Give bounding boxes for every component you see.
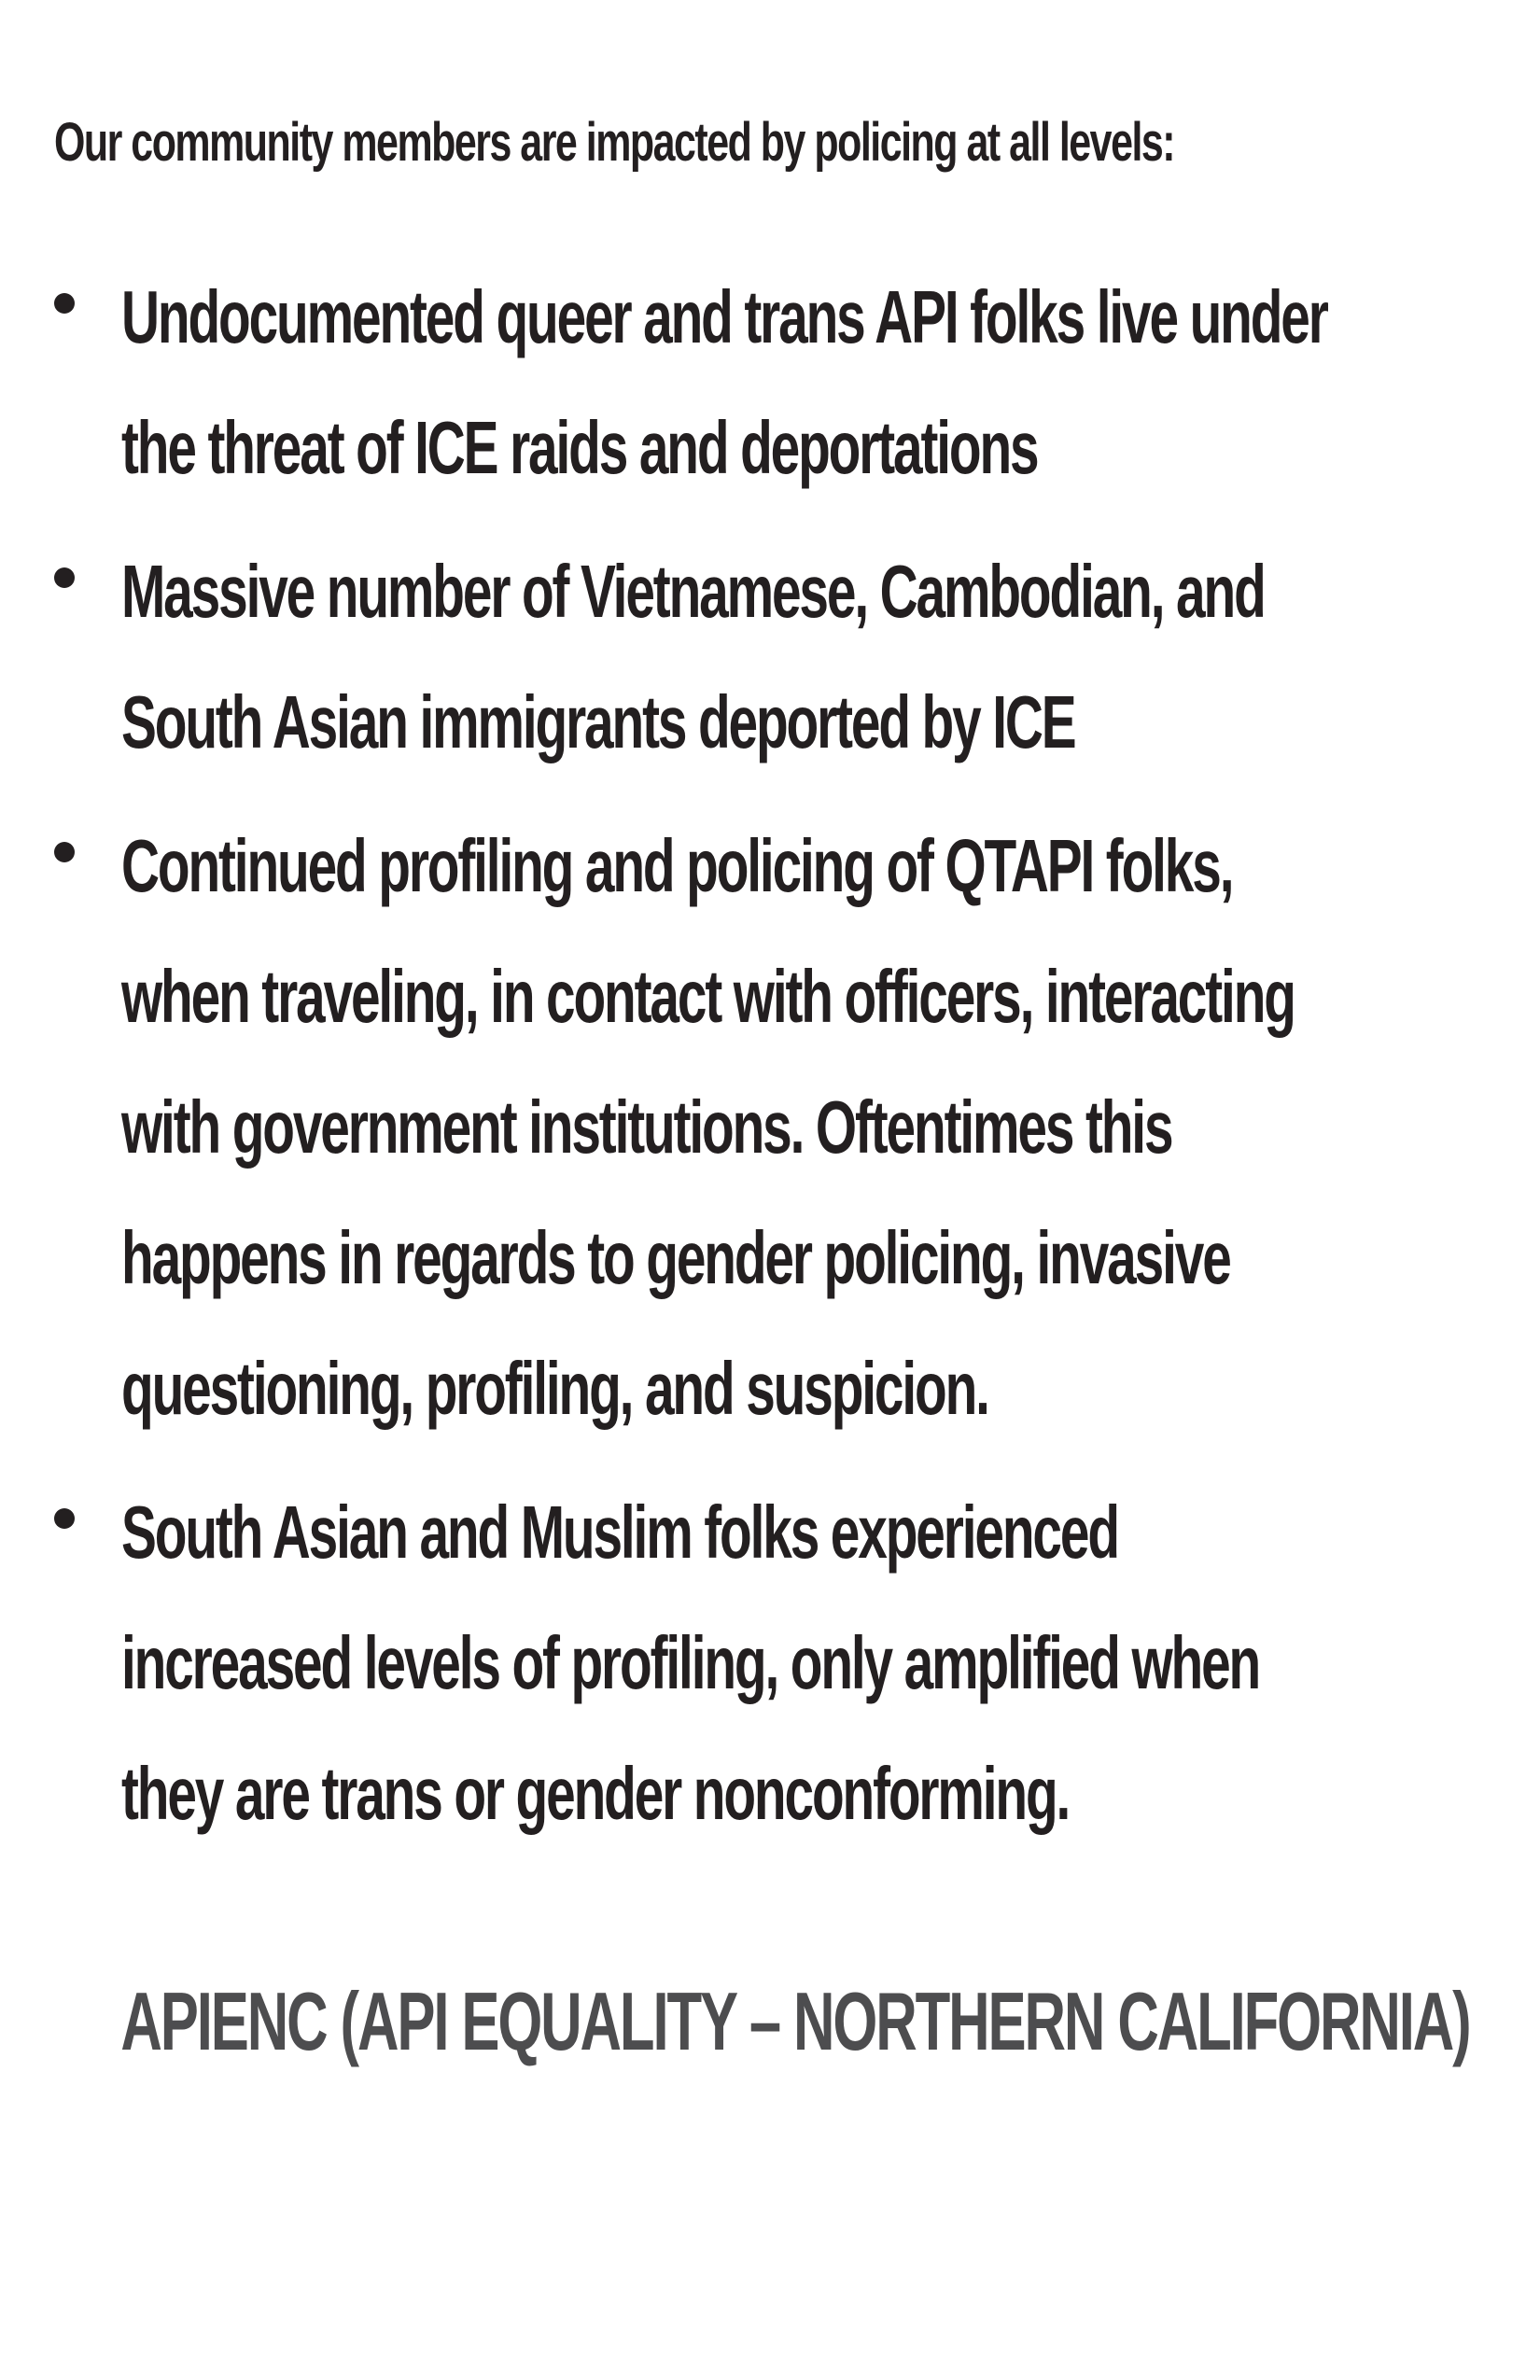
bullet-item <box>54 801 1491 1454</box>
bullet-text-line: when traveling, in contact with officers, interacting <box>121 955 1295 1038</box>
bullet-text-line: South Asian immigrants deported by ICE <box>121 680 1075 763</box>
bullet-text-line: questioning, profiling, and suspicion. <box>121 1347 988 1430</box>
bullet-text-line: they are trans or gender nonconforming. <box>121 1752 1070 1835</box>
bullet-dot-icon <box>54 842 75 862</box>
bullet-text-line: happens in regards to gender policing, invasive <box>121 1216 1230 1299</box>
bullet-item <box>54 252 1491 513</box>
bullet-item <box>54 1467 1491 1859</box>
bullet-item <box>54 526 1491 788</box>
attribution: APIENC (API EQUALITY – NORTHERN CALIFORNIA) <box>120 1975 1470 2067</box>
bullet-text-line: increased levels of profiling, only amplified when <box>121 1621 1260 1704</box>
bullet-text-line: with government institutions. Oftentimes this <box>121 1085 1172 1169</box>
bullet-text-line: South Asian and Muslim folks experienced <box>121 1491 1118 1574</box>
bullet-text-line: the threat of ICE raids and deportations <box>121 406 1038 489</box>
bullet-dot-icon <box>54 1508 75 1529</box>
bullet-dot-icon <box>54 293 75 314</box>
bullet-text-line: Massive number of Vietnamese, Cambodian, and <box>121 550 1265 633</box>
bullet-dot-icon <box>54 567 75 588</box>
bullet-text-line: Continued profiling and policing of QTAPI folks, <box>121 824 1233 907</box>
intro-heading: Our community members are impacted by policing at all levels: <box>54 112 1175 173</box>
bullet-text-line: Undocumented queer and trans API folks live under <box>121 275 1327 358</box>
bullet-list <box>54 252 1491 1872</box>
